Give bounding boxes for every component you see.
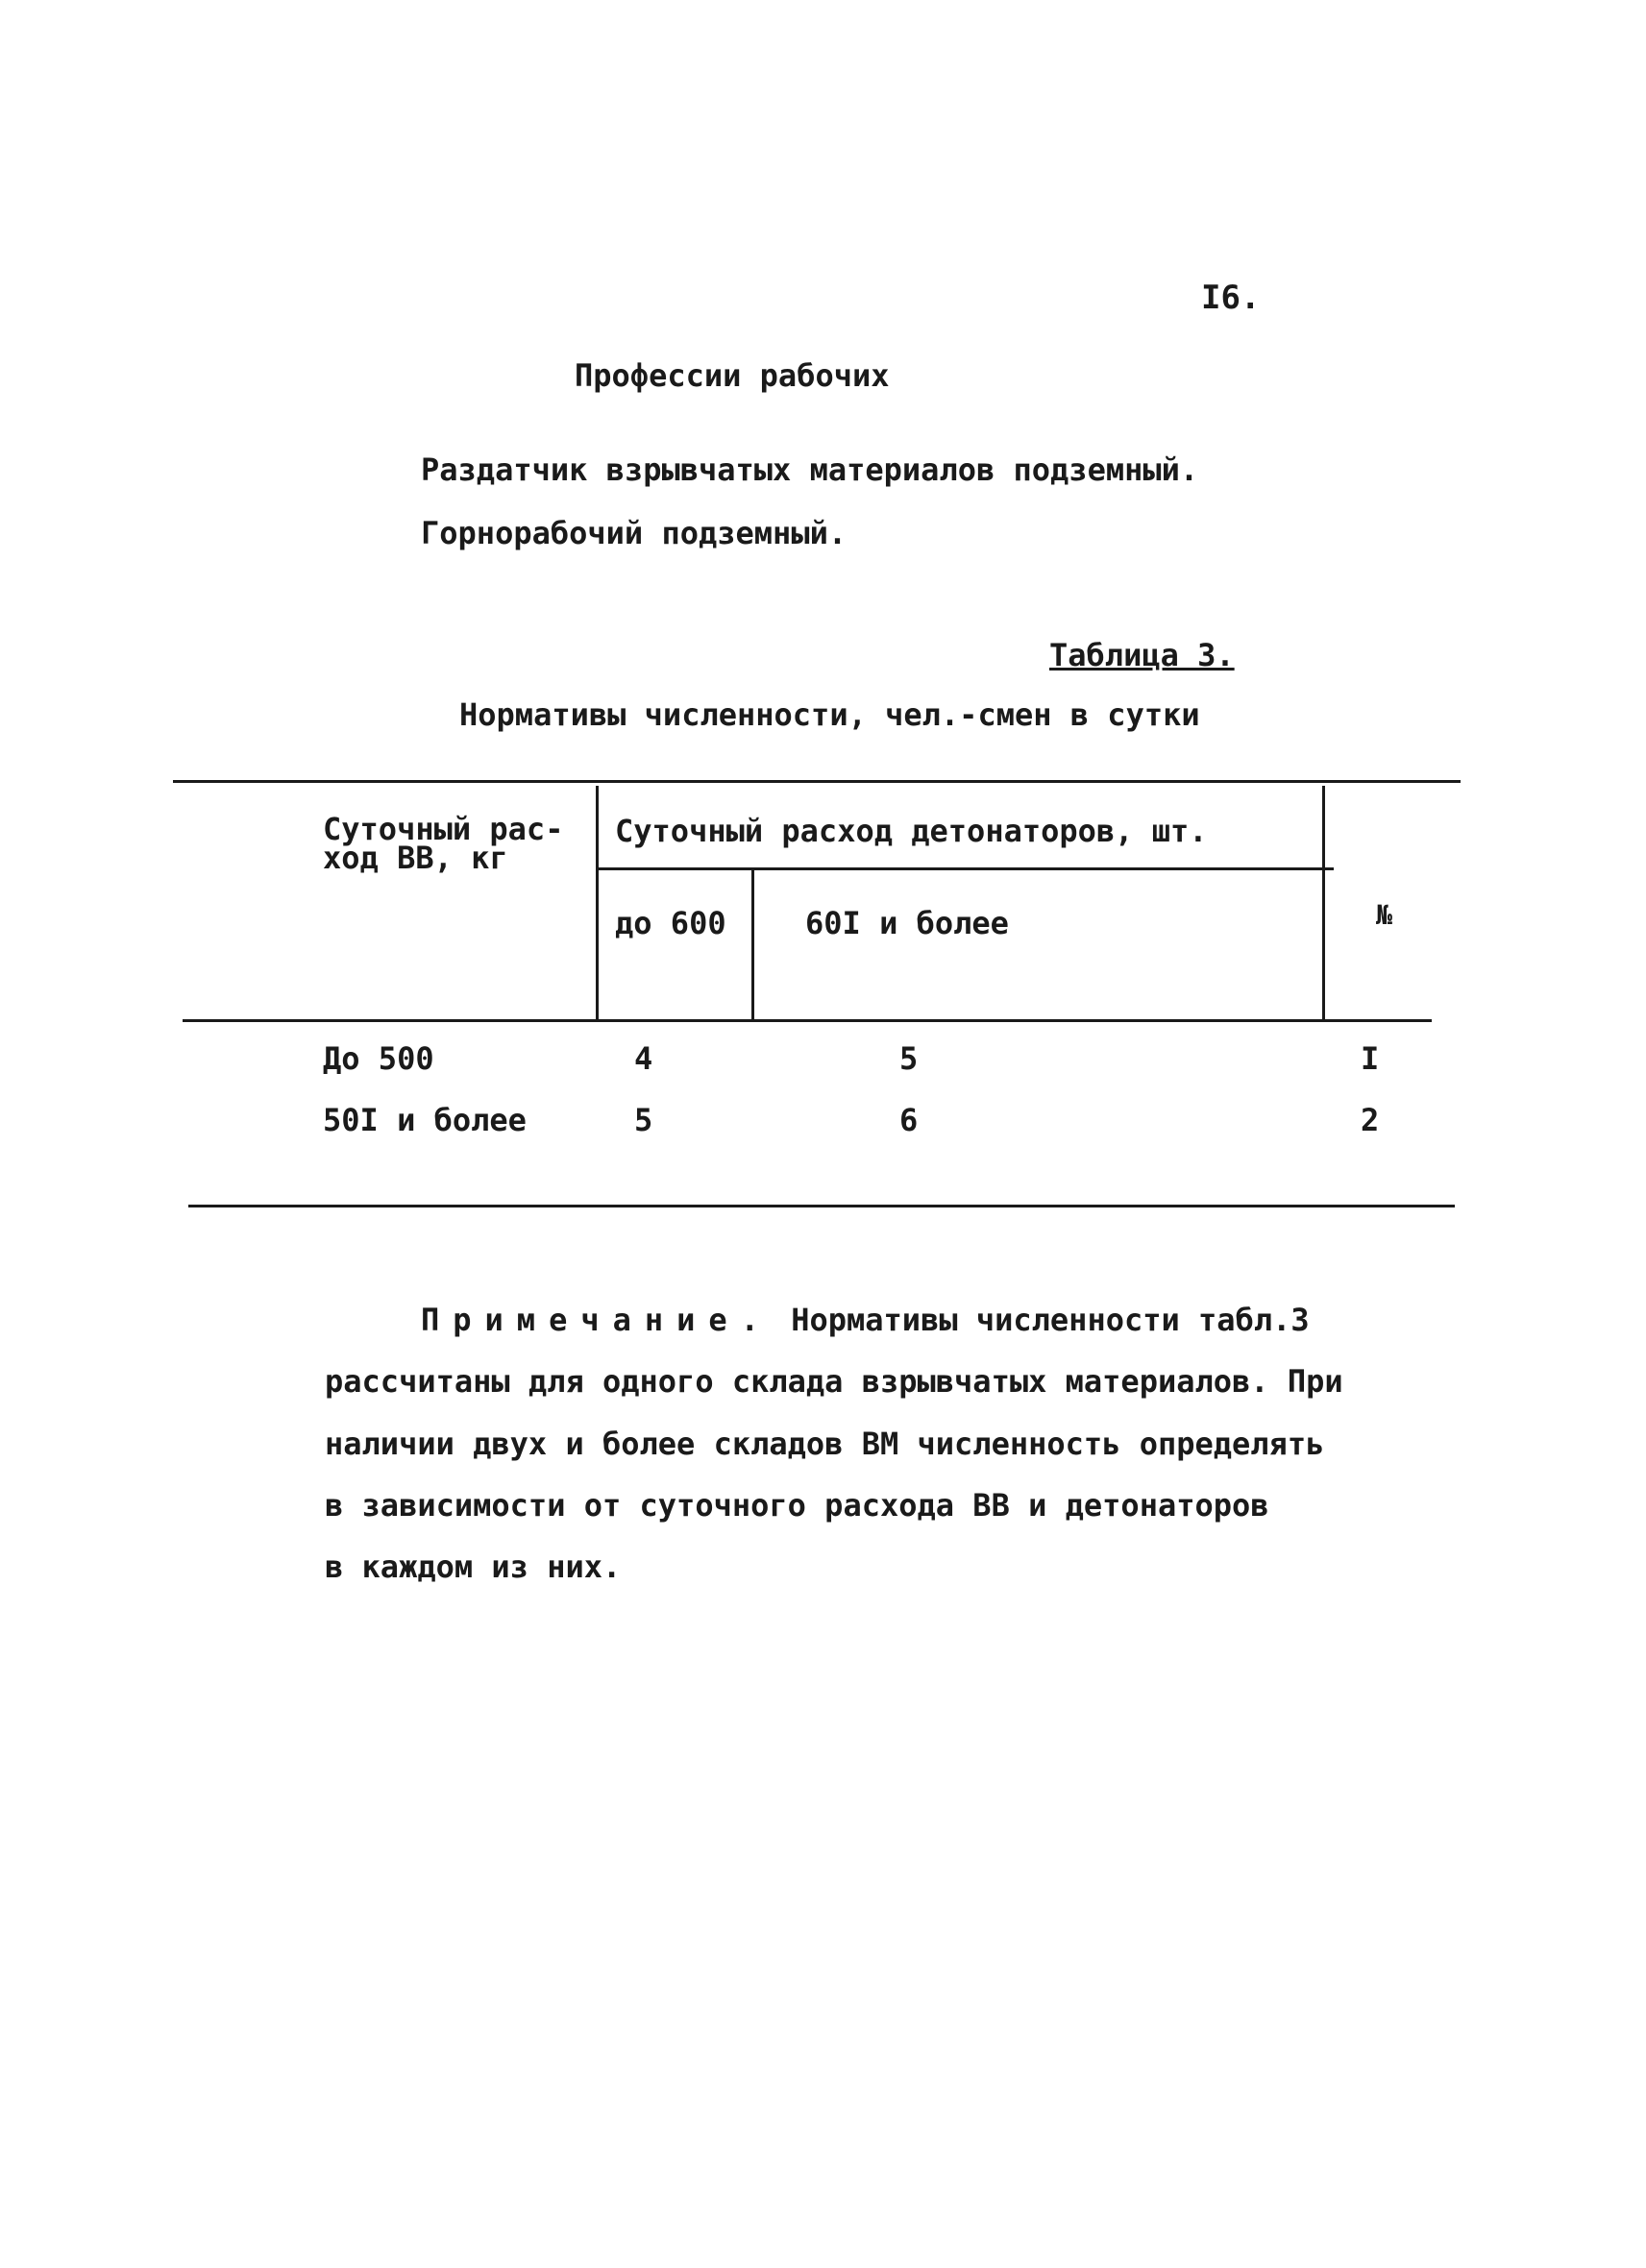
column-divider <box>751 870 754 1022</box>
page-number: I6. <box>1201 279 1261 317</box>
note-line: в каждом из них. <box>325 1549 622 1585</box>
note-heading: Примечание. <box>421 1302 773 1338</box>
header-daily-explosive: Суточный рас- ход ВВ, кг <box>323 811 564 876</box>
column-divider <box>1322 786 1325 1022</box>
cell-up-to-600: 4 <box>634 1040 653 1077</box>
table-label: Таблица 3. <box>1049 637 1235 673</box>
section-title: Профессии рабочих <box>575 357 890 394</box>
cell-expense: 50I и более <box>323 1102 527 1138</box>
note-line: рассчитаны для одного склада взрывчатых материалов. При <box>325 1363 1343 1400</box>
cell-row-number: I <box>1361 1040 1380 1077</box>
cell-up-to-600: 5 <box>634 1102 653 1138</box>
header-up-to-600: до 600 <box>615 905 726 941</box>
header-601-and-more: 60I и более <box>805 905 1009 941</box>
group-header-rule <box>596 867 1334 870</box>
cell-expense: До 500 <box>323 1040 434 1077</box>
cell-row-number: 2 <box>1361 1102 1380 1138</box>
header-bottom-rule <box>183 1019 1432 1022</box>
table-caption: Нормативы численности, чел.-смен в сутки <box>459 696 1200 733</box>
table-bottom-rule <box>188 1205 1455 1207</box>
note-line: наличии двух и более складов ВМ численность определять <box>325 1426 1325 1462</box>
cell-601-and-more: 5 <box>899 1040 919 1077</box>
note-line: в зависимости от суточного расхода ВВ и детонаторов <box>325 1487 1269 1524</box>
note-line <box>421 1302 1310 1338</box>
note-text: Нормативы численности табл.3 <box>791 1302 1310 1338</box>
profession-item: Горнорабочий подземный. <box>421 515 848 551</box>
header-daily-detonators: Суточный расход детонаторов, шт. <box>615 813 1208 849</box>
table-top-rule <box>173 780 1461 783</box>
cell-601-and-more: 6 <box>899 1102 919 1138</box>
column-divider <box>596 786 599 1022</box>
header-row-number: № <box>1376 899 1392 931</box>
profession-item: Раздатчик взрывчатых материалов подземный. <box>421 451 1199 488</box>
